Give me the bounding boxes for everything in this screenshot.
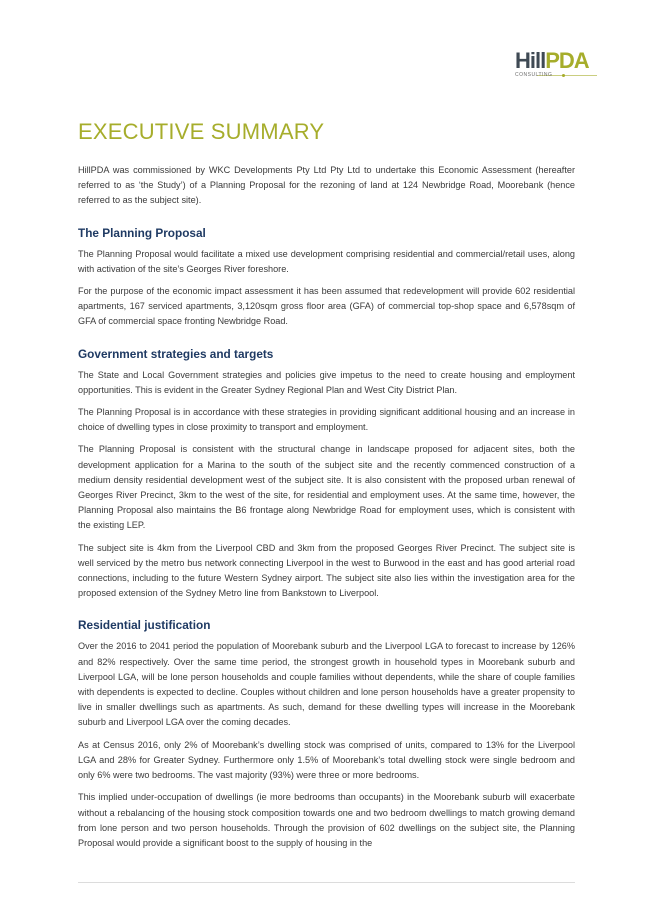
residential-paragraph-1: Over the 2016 to 2041 period the population of Moorebank suburb and the Liverpool LGA to forecast to increase by 126% and 82% respectively. Over the same time period, the strongest growth in household types in Moorebank suburb and Liverpool LGA, will be lone person households and couple families without dependents, while the share of couple families with dependents is expected to decline. Couples without children and lone person households have a greater propensity to live in smaller dwellings such as apartments. As such, demand for these dwelling types will increase in the Moorebank suburb and Liverpool LGA over the coming decades. <box>78 641 575 728</box>
intro-paragraph: HillPDA was commissioned by WKC Developments Pty Ltd Pty Ltd to undertake this Economic Assessment (hereafter referred to as ‘the Study’) of a Planning Proposal for the rezoning of land at 124 Newbridge Road, Moorebank (hence referred to as the subject site). <box>78 165 575 206</box>
planning-paragraph-1: The Planning Proposal would facilitate a mixed use development comprising residential and commercial/retail uses, along with activation of the site’s Georges River foreshore. <box>78 248 575 274</box>
hillpda-logo <box>515 50 605 80</box>
page-title: EXECUTIVE SUMMARY <box>78 119 325 144</box>
government-paragraph-1: The State and Local Government strategies and policies give impetus to the need to create housing and employment opportunities. This is evident in the Greater Sydney Regional Plan and West City District Plan. <box>78 369 575 395</box>
logo-wordmark <box>515 50 589 72</box>
section-heading-planning-proposal: The Planning Proposal <box>78 225 206 240</box>
government-paragraph-3: The Planning Proposal is consistent with the structural change in landscape proposed for adjacent sites, both the development application for a Marina to the south of the subject site and the recently commenced construction of a medium density residential development west of the subject site. It is also consistent with the proposed urban renewal of Georges River Precinct, 3km to the west of the site, for residential and employment uses. At the same time, however, the Planning Proposal also maintains the B6 frontage along Newbridge Road for employment uses, which is consistent with the existing LEP. <box>78 444 575 531</box>
document-body <box>78 118 575 858</box>
planning-paragraph-2: For the purpose of the economic impact assessment it has been assumed that redevelopment will provide 602 residential apartments, 167 serviced apartments, 3,120sqm gross floor area (GFA) of commercial top-shop space and 6,578sqm of GFA of commercial space fronting Newbridge Road. <box>78 286 575 327</box>
residential-paragraph-2: As at Census 2016, only 2% of Moorebank’s dwelling stock was comprised of units, compared to 13% for the Liverpool LGA and 28% for Greater Sydney. Furthermore only 1.5% of Moorebank’s total dwelling stock were single bedroom and only 6% were two bedrooms. The vast majority (93%) were three or more bedrooms. <box>78 739 575 781</box>
logo-hill-text: Hill <box>515 48 546 73</box>
logo-consulting-text: CONSULTING <box>515 72 553 78</box>
section-heading-residential-justification: Residential justification <box>78 618 211 633</box>
government-paragraph-4: The subject site is 4km from the Liverpool CBD and 3km from the proposed Georges River Precinct. The subject site is well serviced by the metro bus network connecting Liverpool in the west to Burwood in the east and has good arterial road connections, including to the future Western Sydney airport. The subject site also lies within the investigation area for the proposed extension of the Sydney Metro line from Bankstown to Liverpool. <box>78 542 575 599</box>
logo-dot <box>562 74 565 77</box>
section-heading-government-strategies: Government strategies and targets <box>78 346 274 361</box>
government-paragraph-2: The Planning Proposal is in accordance with these strategies in providing significant additional housing and an increase in choice of dwelling types in close proximity to transport and employment. <box>78 407 575 433</box>
footer-divider <box>78 882 575 883</box>
residential-paragraph-3: This implied under-occupation of dwellings (ie more bedrooms than occupants) in the Moorebank suburb will exacerbate without a rebalancing of the housing stock composition towards one and two bedroom dwellings to match growing demand from lone person and two person households. Through the provision of 602 dwellings on the subject site, the Planning Proposal would provide a significant boost to the supply of housing in the <box>78 792 575 848</box>
logo-pda-text: PDA <box>545 48 589 73</box>
